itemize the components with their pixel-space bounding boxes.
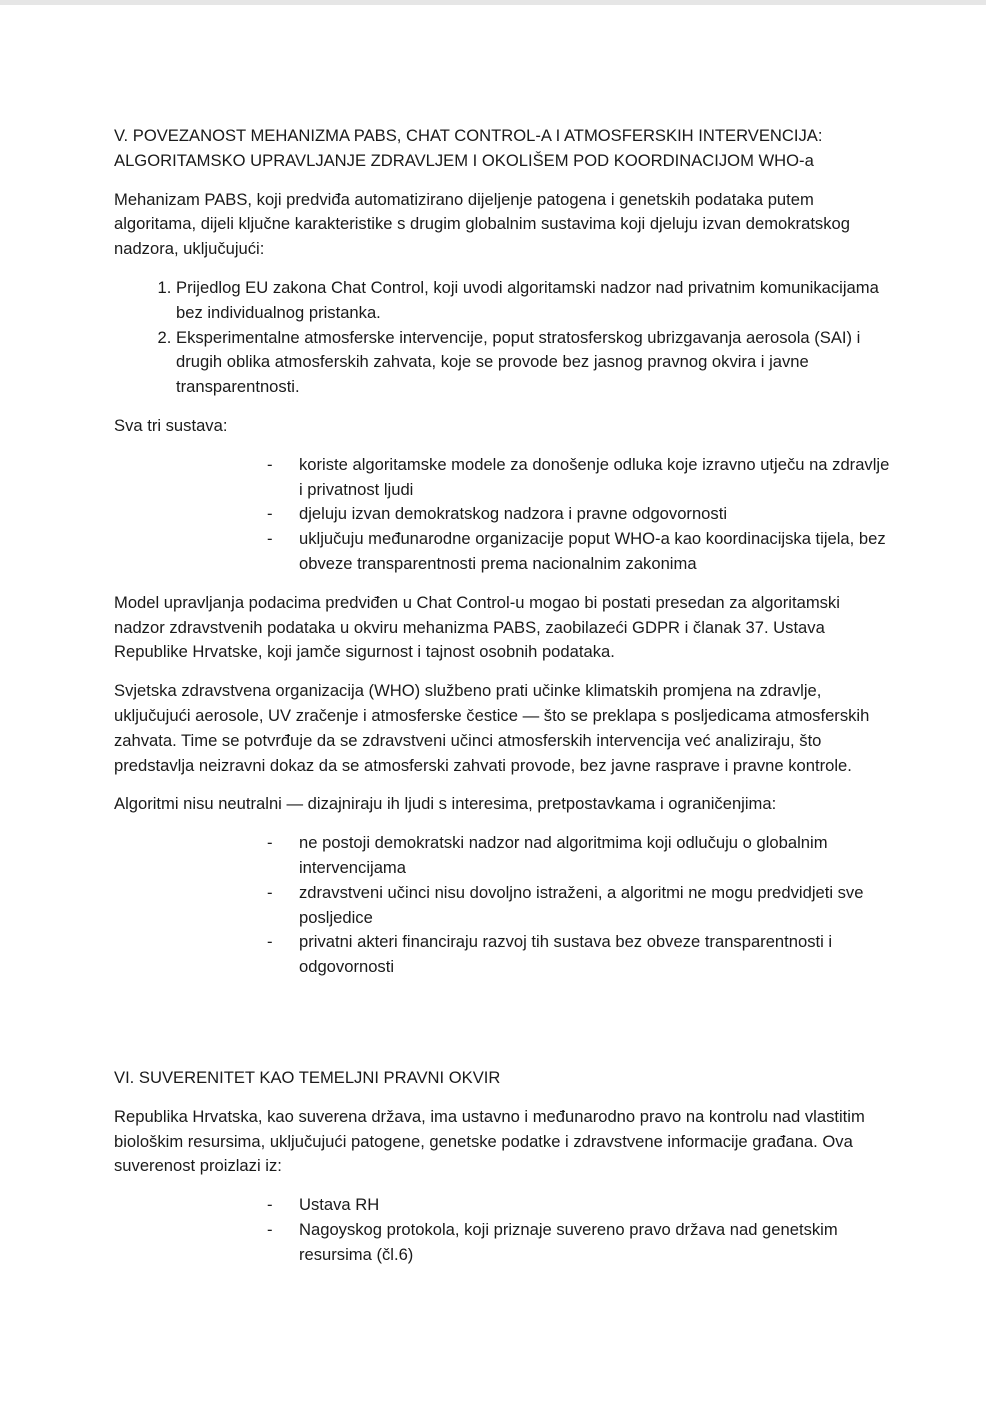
- paragraph-model: Model upravljanja podacima predviđen u Chat Control-u mogao bi postati presedan za algoritamski nadzor zdravstvenih podataka u okviru mehanizma PABS, zaobilazeći GDPR i članak 37. Ustava Republike Hrvatske, koji jamče sigurnost i tajnost osobnih podataka.: [114, 592, 840, 662]
- dash-marker: -: [267, 529, 273, 549]
- top-border: [0, 0, 986, 5]
- dash-item-text: ne postoji demokratski nadzor nad algoritmima koji odlučuju o globalnim intervencijama: [299, 833, 828, 877]
- dash-item: [267, 881, 894, 931]
- section-5-heading-line2: ALGORITAMSKO UPRAVLJANJE ZDRAVLJEM I OKOLIŠEM POD KOORDINACIJOM WHO-a: [114, 150, 814, 170]
- paragraph-algoritmi: Algoritmi nisu neutralni — dizajniraju ih ljudi s interesima, pretpostavkama i ograničenjima:: [114, 794, 777, 814]
- dash-item: [267, 453, 894, 503]
- dash-item-text: zdravstveni učinci nisu dovoljno istraženi, a algoritmi ne mogu predvidjeti sve posljedice: [299, 882, 864, 927]
- sva-tri-sustava: Sva tri sustava:: [114, 415, 228, 435]
- section-6-intro: Republika Hrvatska, kao suverena država, ima ustavno i međunarodno pravo na kontrolu nad vlastitim biološkim resursima, uključujući patogene, genetske podatke i zdravstvene informacije građana. Ova suverenost proizlazi iz:: [114, 1106, 865, 1176]
- dash-item-text: Ustava RH: [299, 1195, 380, 1215]
- section-5-dash-list-1: [114, 453, 894, 577]
- dash-item-text: Nagoyskog protokola, koji priznaje suvereno pravo država nad genetskim resursima (čl.6): [299, 1219, 838, 1264]
- dash-marker: -: [267, 1195, 273, 1215]
- dash-marker: -: [267, 882, 273, 902]
- dash-item: [267, 527, 894, 577]
- dash-item-text: djeluju izvan demokratskog nadzora i pravne odgovornosti: [299, 504, 728, 524]
- dash-item: [267, 1218, 894, 1268]
- dash-item-text: koriste algoritamske modele za donošenje odluka koje izravno utječu na zdravlje i privatnost ljudi: [299, 454, 890, 499]
- section-6-dash-list: [114, 1193, 894, 1267]
- section-5-numbered-list: [114, 276, 894, 400]
- dash-item: [267, 930, 894, 980]
- dash-item-text: uključuju međunarodne organizacije poput WHO-a kao koordinacijska tijela, bez obveze transparentnosti prema nacionalnim zakonima: [299, 529, 886, 573]
- section-spacer: [114, 994, 894, 1066]
- numbered-item-2: 2. Eksperimentalne atmosferske intervencije, poput stratosferskog ubrizgavanja aerosola (SAI) i drugih oblika atmosferskih zahvata, koje se provode bez jasnog pravnog okvira i javne transparentnosti.: [176, 326, 894, 400]
- document-page: [114, 124, 894, 1281]
- section-5-dash-list-2: [114, 831, 894, 980]
- dash-item: [267, 502, 894, 527]
- section-5-heading-line1: V. POVEZANOST MEHANIZMA PABS, CHAT CONTROL-A I ATMOSFERSKIH INTERVENCIJA:: [114, 126, 823, 145]
- paragraph-who: Svjetska zdravstvena organizacija (WHO) službeno prati učinke klimatskih promjena na zdravlje, uključujući aerosole, UV zračenje i atmosferske čestice — što se preklapa s posljedicama atmosferskih zahvata. Time se potvrđuje da se zdravstveni učinci atmosferskih intervencija već analiziraju, što predstavlja neizravni dokaz da se atmosferski zahvati provode, bez javne rasprave i pravne kontrole.: [114, 681, 870, 775]
- dash-item: [267, 831, 894, 881]
- numbered-item-1: 1. Prijedlog EU zakona Chat Control, koji uvodi algoritamski nadzor nad privatnim komunikacijama bez individualnog pristanka.: [176, 276, 894, 326]
- dash-item-text: privatni akteri financiraju razvoj tih sustava bez obveze transparentnosti i odgovornosti: [299, 932, 833, 977]
- dash-item: [267, 1193, 894, 1218]
- section-5-intro: Mehanizam PABS, koji predviđa automatizirano dijeljenje patogena i genetskih podataka putem algoritama, dijeli ključne karakteristike s drugim globalnim sustavima koji djeluju izvan demokratskog nadzora, uključujući:: [114, 189, 850, 259]
- dash-marker: -: [267, 833, 273, 853]
- dash-marker: -: [267, 504, 273, 524]
- dash-marker: -: [267, 454, 273, 474]
- section-6-heading: VI. SUVERENITET KAO TEMELJNI PRAVNI OKVIR: [114, 1067, 501, 1087]
- dash-marker: -: [267, 932, 273, 952]
- dash-marker: -: [267, 1219, 273, 1239]
- section-5-heading: [114, 124, 894, 174]
